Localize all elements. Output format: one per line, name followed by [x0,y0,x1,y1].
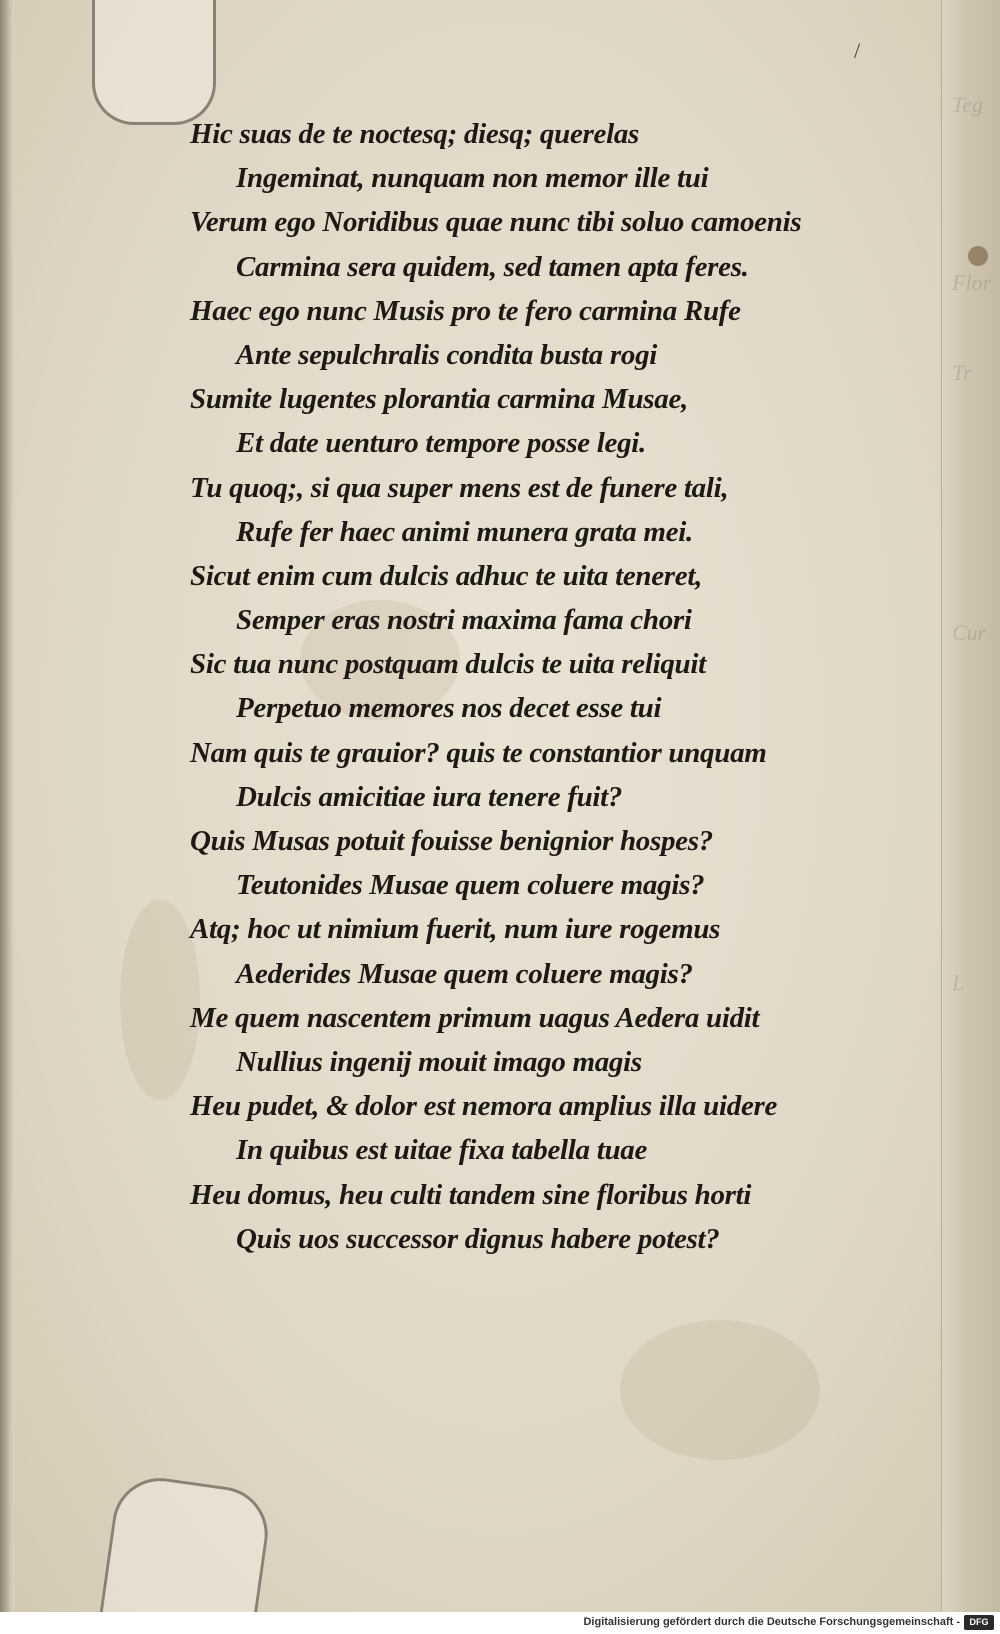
book-gutter-edge [0,0,14,1612]
verse-line: Heu pudet, & dolor est nemora amplius illa uidere [190,1090,778,1123]
verse-line: Quis uos successor dignus habere potest? [236,1222,720,1255]
page-clip-bottom [98,1472,274,1612]
margin-pencil-mark: / [854,38,861,63]
verse-line: Et date uenturo tempore posse legi. [236,427,647,460]
show-through-text: Tr [952,360,972,385]
verse-line: Sumite lugentes plorantia carmina Musae, [190,383,689,416]
verse-line: Quis Musas potuit fouisse benignior hospes? [190,825,713,857]
verse-line: Nam quis te grauior? quis te constantior unquam [190,736,767,769]
verse-line: Haec ego nunc Musis pro te fero carmina Rufe [190,294,741,327]
verse-line: Tu quoq;, si qua super mens est de funere tali, [190,471,729,504]
verse-line: Me quem nascentem primum uagus Aedera uidit [190,1001,760,1034]
verse-line: In quibus est uitae fixa tabella tuae [236,1134,648,1167]
facing-page-edge [941,0,1000,1612]
verse-line: Aederides Musae quem coluere magis? [236,957,693,990]
verse-line: Semper eras nostri maxima fama chori [236,604,692,637]
verse-line: Dulcis amicitiae iura tenere fuit? [236,780,623,813]
verse-line: Verum ego Noridibus quae nunc tibi soluo camoenis [190,206,802,239]
show-through-text: L [952,970,965,995]
verse-line: Rufe fer haec animi munera grata mei. [236,515,693,548]
verse-line: Atq; hoc ut nimium fuerit, num iure rogemus [190,913,721,946]
verse-line: Carmina sera quidem, sed tamen apta feres. [236,250,749,283]
verse-line: Heu domus, heu culti tandem sine floribus horti [190,1178,752,1211]
funding-credit: Digitalisierung gefördert durch die Deutsche Forschungsgemeinschaft - [583,1616,960,1628]
dfg-logo: DFG [964,1615,994,1630]
ink-stain [968,246,988,266]
show-through-text: Teg [952,92,983,117]
paper-foxing [120,900,200,1100]
show-through-text: Cur [952,620,987,645]
verse-line: Ingeminat, nunquam non memor ille tui [236,162,709,195]
verse-text-block [190,112,890,1261]
paper-foxing [620,1320,820,1460]
verse-line: Ante sepulchralis condita busta rogi [236,338,658,371]
show-through-text: Flor [952,270,992,295]
verse-line: Sicut enim cum dulcis adhuc te uita teneret, [190,559,703,592]
page-clip-top [92,0,216,125]
verse-line: Sic tua nunc postquam dulcis te uita reliquit [190,648,706,681]
verse-line: Hic suas de te noctesq; diesq; querelas [190,118,640,150]
verse-line: Teutonides Musae quem coluere magis? [236,869,705,902]
verse-line: Perpetuo memores nos decet esse tui [236,692,662,725]
verse-line: Nullius ingenij mouit imago magis [236,1045,642,1078]
